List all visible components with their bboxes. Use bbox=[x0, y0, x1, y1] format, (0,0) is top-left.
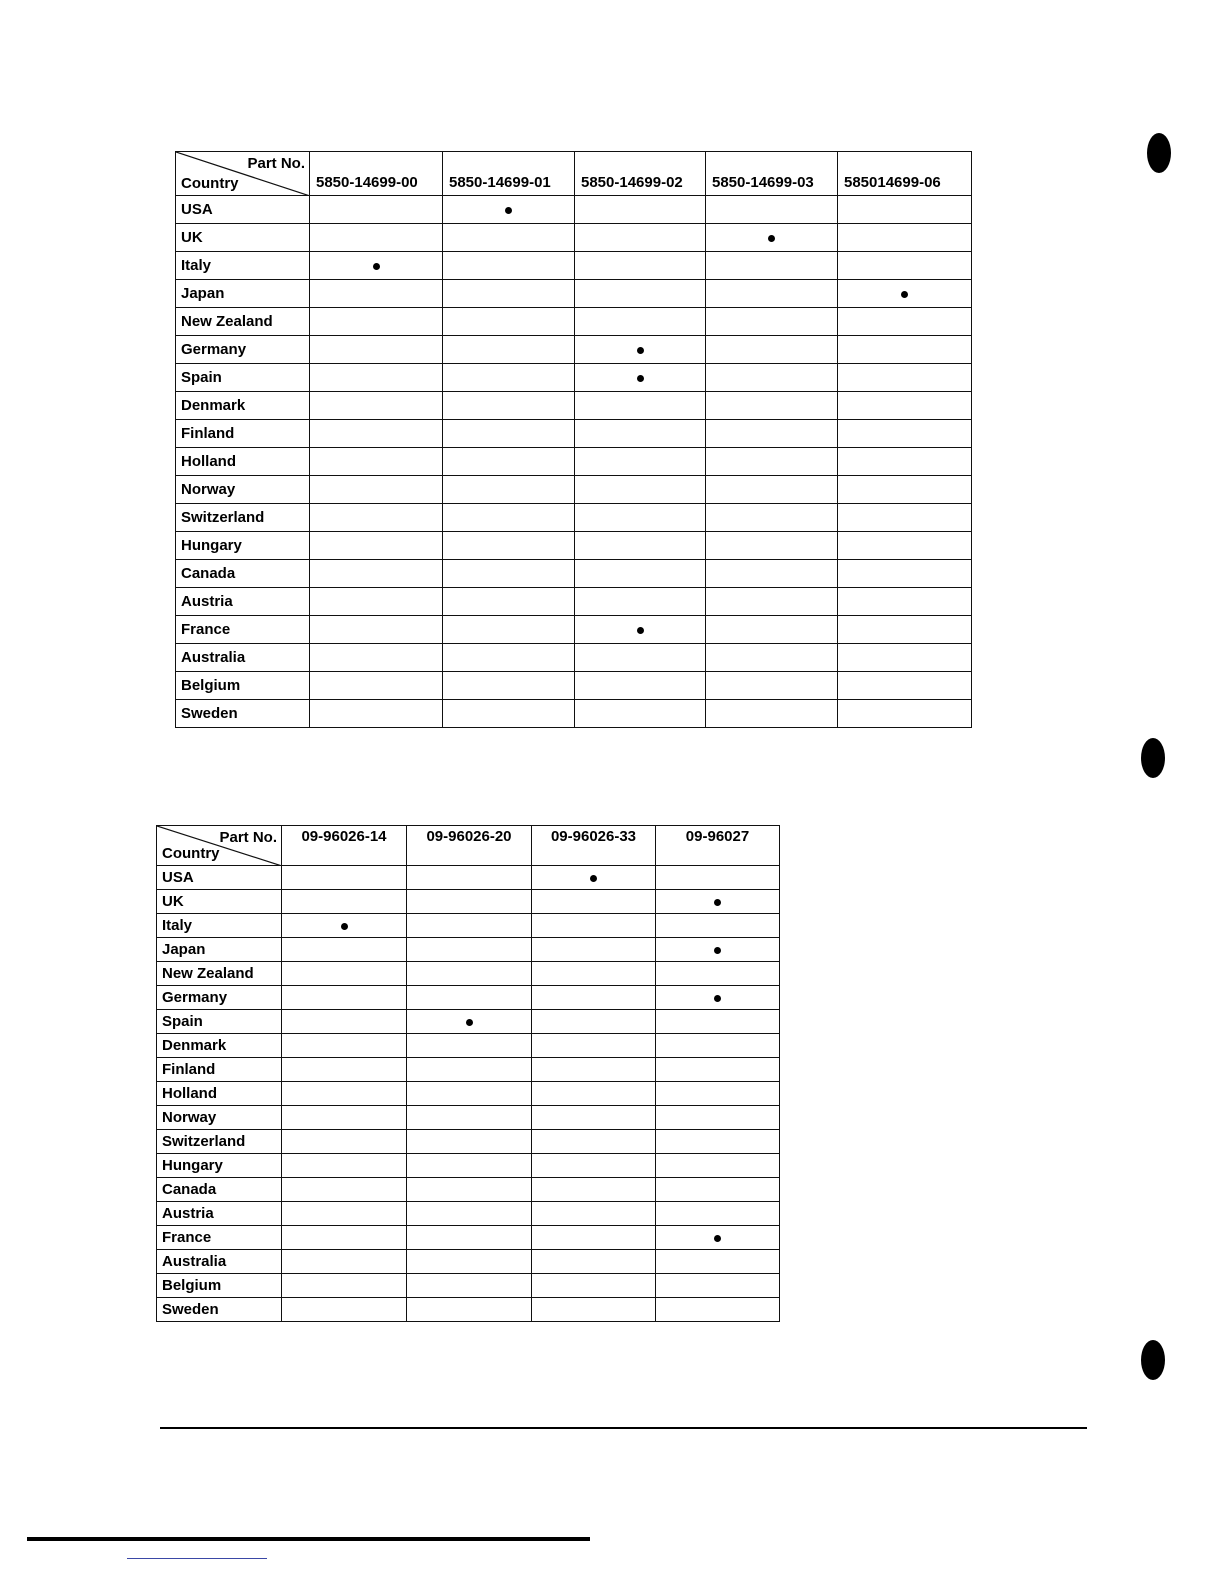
compat-cell bbox=[706, 336, 838, 364]
compat-cell bbox=[282, 1250, 407, 1274]
compat-cell bbox=[407, 1202, 532, 1226]
table-row bbox=[176, 336, 972, 364]
compat-cell bbox=[656, 1178, 780, 1202]
table-row bbox=[157, 986, 780, 1010]
compat-cell bbox=[656, 1226, 780, 1250]
compatibility-dot bbox=[590, 875, 597, 882]
compat-cell bbox=[532, 1058, 656, 1082]
compat-cell bbox=[575, 448, 706, 476]
part-number-header: 09-96026-33 bbox=[532, 826, 656, 866]
table-row bbox=[176, 280, 972, 308]
table-row bbox=[176, 308, 972, 336]
compat-cell bbox=[532, 1010, 656, 1034]
compat-cell bbox=[407, 1274, 532, 1298]
blue-underline bbox=[127, 1558, 267, 1559]
binder-hole-mark bbox=[1147, 133, 1171, 173]
compatibility-dot bbox=[466, 1019, 473, 1026]
compat-cell bbox=[282, 1202, 407, 1226]
compat-cell bbox=[310, 224, 443, 252]
compat-cell bbox=[310, 280, 443, 308]
compat-cell bbox=[656, 1298, 780, 1322]
table-body bbox=[157, 866, 780, 1322]
bottom-rule bbox=[27, 1537, 590, 1541]
country-cell: USA bbox=[176, 196, 310, 224]
compat-cell bbox=[656, 1082, 780, 1106]
table-row bbox=[176, 392, 972, 420]
compat-cell bbox=[443, 252, 575, 280]
compatibility-dot bbox=[714, 995, 721, 1002]
country-cell: Belgium bbox=[176, 672, 310, 700]
country-cell: Spain bbox=[157, 1010, 282, 1034]
compat-cell bbox=[282, 914, 407, 938]
compat-cell bbox=[407, 1178, 532, 1202]
compat-cell bbox=[407, 1298, 532, 1322]
compat-cell bbox=[443, 700, 575, 728]
compat-cell bbox=[407, 1010, 532, 1034]
table-row bbox=[157, 1130, 780, 1154]
compat-cell bbox=[532, 866, 656, 890]
part-number-header: 09-96026-14 bbox=[282, 826, 407, 866]
country-cell: Canada bbox=[176, 560, 310, 588]
country-cell: Austria bbox=[157, 1202, 282, 1226]
corner-header bbox=[176, 152, 310, 196]
compat-cell bbox=[443, 196, 575, 224]
compat-cell bbox=[532, 1178, 656, 1202]
compat-cell bbox=[407, 986, 532, 1010]
compat-cell bbox=[656, 1130, 780, 1154]
table-row bbox=[176, 700, 972, 728]
country-cell: USA bbox=[157, 866, 282, 890]
table-row bbox=[176, 196, 972, 224]
compat-cell bbox=[282, 1154, 407, 1178]
compat-cell bbox=[575, 616, 706, 644]
compat-cell bbox=[706, 588, 838, 616]
compat-cell bbox=[443, 280, 575, 308]
compat-cell bbox=[838, 532, 972, 560]
compat-cell bbox=[706, 532, 838, 560]
compat-cell bbox=[282, 1226, 407, 1250]
horizontal-rule bbox=[160, 1427, 1087, 1429]
compat-cell bbox=[310, 588, 443, 616]
compat-cell bbox=[838, 616, 972, 644]
part-number-table-1 bbox=[175, 151, 972, 728]
compat-cell bbox=[282, 890, 407, 914]
compat-cell bbox=[310, 560, 443, 588]
table-row bbox=[176, 532, 972, 560]
country-cell: Denmark bbox=[176, 392, 310, 420]
compat-cell bbox=[656, 1106, 780, 1130]
compat-cell bbox=[310, 532, 443, 560]
compat-cell bbox=[706, 224, 838, 252]
table-row bbox=[176, 560, 972, 588]
compat-cell bbox=[838, 252, 972, 280]
compat-cell bbox=[656, 962, 780, 986]
compat-cell bbox=[838, 588, 972, 616]
compat-cell bbox=[575, 504, 706, 532]
part-number-header: 5850-14699-02 bbox=[575, 152, 706, 196]
compat-cell bbox=[838, 504, 972, 532]
table-row bbox=[157, 962, 780, 986]
table-row bbox=[157, 1034, 780, 1058]
compat-cell bbox=[706, 616, 838, 644]
compat-cell bbox=[282, 866, 407, 890]
table-row bbox=[157, 1298, 780, 1322]
compat-cell bbox=[656, 914, 780, 938]
compat-cell bbox=[532, 1250, 656, 1274]
compat-cell bbox=[282, 986, 407, 1010]
table-row bbox=[176, 616, 972, 644]
compat-cell bbox=[706, 560, 838, 588]
country-cell: UK bbox=[176, 224, 310, 252]
compat-cell bbox=[575, 252, 706, 280]
compat-cell bbox=[656, 1202, 780, 1226]
table-row bbox=[157, 1250, 780, 1274]
table-row bbox=[176, 224, 972, 252]
compat-cell bbox=[407, 938, 532, 962]
compat-cell bbox=[656, 938, 780, 962]
compat-cell bbox=[532, 1154, 656, 1178]
compat-cell bbox=[656, 1058, 780, 1082]
compat-cell bbox=[407, 1034, 532, 1058]
compat-cell bbox=[838, 700, 972, 728]
compat-cell bbox=[706, 476, 838, 504]
compat-cell bbox=[443, 560, 575, 588]
compat-cell bbox=[532, 962, 656, 986]
compat-cell bbox=[282, 1010, 407, 1034]
compat-cell bbox=[838, 196, 972, 224]
compat-cell bbox=[282, 1106, 407, 1130]
part-no-label: Part No. bbox=[247, 155, 305, 172]
table-header-row bbox=[176, 152, 972, 196]
country-cell: New Zealand bbox=[176, 308, 310, 336]
compat-cell bbox=[838, 448, 972, 476]
table-row bbox=[157, 866, 780, 890]
compat-cell bbox=[310, 364, 443, 392]
compatibility-dot bbox=[714, 899, 721, 906]
country-cell: UK bbox=[157, 890, 282, 914]
compat-cell bbox=[706, 364, 838, 392]
compat-cell bbox=[443, 448, 575, 476]
country-cell: Sweden bbox=[157, 1298, 282, 1322]
table-row bbox=[157, 1154, 780, 1178]
compatibility-dot bbox=[714, 947, 721, 954]
country-cell: Spain bbox=[176, 364, 310, 392]
compat-cell bbox=[706, 420, 838, 448]
country-label: Country bbox=[162, 845, 220, 862]
table-row bbox=[157, 890, 780, 914]
compat-cell bbox=[443, 224, 575, 252]
compat-cell bbox=[575, 392, 706, 420]
country-cell: Germany bbox=[176, 336, 310, 364]
compat-cell bbox=[310, 616, 443, 644]
country-cell: Finland bbox=[176, 420, 310, 448]
compat-cell bbox=[575, 700, 706, 728]
table-body bbox=[176, 196, 972, 728]
compat-cell bbox=[838, 280, 972, 308]
country-cell: New Zealand bbox=[157, 962, 282, 986]
compat-cell bbox=[407, 962, 532, 986]
table-row bbox=[157, 1010, 780, 1034]
compat-cell bbox=[838, 392, 972, 420]
part-number-header: 09-96027 bbox=[656, 826, 780, 866]
corner-header bbox=[157, 826, 282, 866]
compatibility-dot bbox=[373, 263, 380, 270]
compat-cell bbox=[310, 392, 443, 420]
part-no-label: Part No. bbox=[219, 829, 277, 846]
compat-cell bbox=[443, 392, 575, 420]
compat-cell bbox=[706, 392, 838, 420]
compat-cell bbox=[838, 476, 972, 504]
compat-cell bbox=[706, 504, 838, 532]
country-cell: Italy bbox=[176, 252, 310, 280]
compat-cell bbox=[575, 560, 706, 588]
compat-cell bbox=[443, 476, 575, 504]
compat-cell bbox=[443, 532, 575, 560]
compat-cell bbox=[443, 308, 575, 336]
country-cell: Belgium bbox=[157, 1274, 282, 1298]
country-cell: France bbox=[157, 1226, 282, 1250]
compat-cell bbox=[532, 1202, 656, 1226]
country-cell: Norway bbox=[176, 476, 310, 504]
compat-cell bbox=[838, 336, 972, 364]
compat-cell bbox=[838, 420, 972, 448]
compat-cell bbox=[656, 1034, 780, 1058]
compat-cell bbox=[282, 962, 407, 986]
compat-cell bbox=[575, 364, 706, 392]
country-cell: Hungary bbox=[157, 1154, 282, 1178]
compat-cell bbox=[575, 336, 706, 364]
compat-cell bbox=[310, 336, 443, 364]
compatibility-dot bbox=[637, 627, 644, 634]
compat-cell bbox=[575, 672, 706, 700]
compat-cell bbox=[443, 336, 575, 364]
table-row bbox=[176, 504, 972, 532]
binder-hole-mark bbox=[1141, 738, 1165, 778]
table-row bbox=[157, 1274, 780, 1298]
table-row bbox=[176, 364, 972, 392]
table-row bbox=[176, 448, 972, 476]
country-label: Country bbox=[181, 175, 239, 192]
country-cell: Australia bbox=[176, 644, 310, 672]
compat-cell bbox=[575, 196, 706, 224]
compat-cell bbox=[407, 1250, 532, 1274]
table-row bbox=[157, 938, 780, 962]
country-cell: Norway bbox=[157, 1106, 282, 1130]
compat-cell bbox=[656, 1274, 780, 1298]
compat-cell bbox=[838, 560, 972, 588]
compat-cell bbox=[407, 890, 532, 914]
compat-cell bbox=[532, 938, 656, 962]
compat-cell bbox=[706, 672, 838, 700]
compat-cell bbox=[575, 224, 706, 252]
compat-cell bbox=[838, 672, 972, 700]
country-cell: Holland bbox=[157, 1082, 282, 1106]
country-cell: Germany bbox=[157, 986, 282, 1010]
compat-cell bbox=[575, 644, 706, 672]
compat-cell bbox=[310, 448, 443, 476]
compat-cell bbox=[838, 364, 972, 392]
compat-cell bbox=[310, 476, 443, 504]
compat-cell bbox=[310, 644, 443, 672]
compat-cell bbox=[656, 1250, 780, 1274]
part-number-table-2 bbox=[156, 825, 780, 1322]
country-cell: Canada bbox=[157, 1178, 282, 1202]
compat-cell bbox=[407, 1058, 532, 1082]
table-row bbox=[176, 588, 972, 616]
compat-cell bbox=[575, 532, 706, 560]
compat-cell bbox=[310, 672, 443, 700]
compat-cell bbox=[310, 420, 443, 448]
compat-cell bbox=[706, 308, 838, 336]
compat-cell bbox=[407, 866, 532, 890]
country-cell: France bbox=[176, 616, 310, 644]
compat-cell bbox=[575, 420, 706, 448]
compat-cell bbox=[443, 644, 575, 672]
compatibility-dot bbox=[637, 375, 644, 382]
compat-cell bbox=[532, 1082, 656, 1106]
country-cell: Denmark bbox=[157, 1034, 282, 1058]
compat-cell bbox=[310, 252, 443, 280]
compat-cell bbox=[532, 1274, 656, 1298]
compat-cell bbox=[282, 1130, 407, 1154]
compat-cell bbox=[407, 1226, 532, 1250]
country-cell: Finland bbox=[157, 1058, 282, 1082]
compat-cell bbox=[706, 252, 838, 280]
country-cell: Austria bbox=[176, 588, 310, 616]
table-row bbox=[157, 1058, 780, 1082]
compat-cell bbox=[838, 308, 972, 336]
compat-cell bbox=[407, 914, 532, 938]
compat-cell bbox=[532, 890, 656, 914]
compat-cell bbox=[282, 1082, 407, 1106]
compat-cell bbox=[282, 1058, 407, 1082]
table-row bbox=[157, 1226, 780, 1250]
compat-cell bbox=[282, 1298, 407, 1322]
compat-cell bbox=[706, 700, 838, 728]
compat-cell bbox=[838, 644, 972, 672]
compat-cell bbox=[575, 308, 706, 336]
compat-cell bbox=[532, 1298, 656, 1322]
table-row bbox=[157, 1178, 780, 1202]
compat-cell bbox=[407, 1082, 532, 1106]
compat-cell bbox=[282, 1274, 407, 1298]
compat-cell bbox=[532, 1226, 656, 1250]
compat-cell bbox=[706, 448, 838, 476]
compat-cell bbox=[656, 866, 780, 890]
compat-cell bbox=[706, 196, 838, 224]
compatibility-dot bbox=[637, 347, 644, 354]
compat-cell bbox=[532, 1130, 656, 1154]
table-header-row bbox=[157, 826, 780, 866]
compat-cell bbox=[443, 504, 575, 532]
compat-cell bbox=[656, 1154, 780, 1178]
part-number-header: 5850-14699-01 bbox=[443, 152, 575, 196]
compat-cell bbox=[282, 938, 407, 962]
country-cell: Japan bbox=[176, 280, 310, 308]
table-row bbox=[157, 1106, 780, 1130]
part-number-header: 585014699-06 bbox=[838, 152, 972, 196]
compat-cell bbox=[656, 1010, 780, 1034]
compat-cell bbox=[575, 476, 706, 504]
compat-cell bbox=[532, 1106, 656, 1130]
country-cell: Japan bbox=[157, 938, 282, 962]
country-cell: Switzerland bbox=[157, 1130, 282, 1154]
table-row bbox=[176, 420, 972, 448]
part-number-header: 5850-14699-00 bbox=[310, 152, 443, 196]
compat-cell bbox=[838, 224, 972, 252]
compat-cell bbox=[532, 986, 656, 1010]
table-row bbox=[157, 1202, 780, 1226]
compat-cell bbox=[532, 914, 656, 938]
compat-cell bbox=[575, 280, 706, 308]
country-cell: Switzerland bbox=[176, 504, 310, 532]
country-cell: Sweden bbox=[176, 700, 310, 728]
country-cell: Holland bbox=[176, 448, 310, 476]
compatibility-dot bbox=[714, 1235, 721, 1242]
compat-cell bbox=[407, 1154, 532, 1178]
table-row bbox=[176, 476, 972, 504]
compat-cell bbox=[443, 420, 575, 448]
compatibility-dot bbox=[901, 291, 908, 298]
part-number-header: 5850-14699-03 bbox=[706, 152, 838, 196]
compat-cell bbox=[443, 616, 575, 644]
compat-cell bbox=[407, 1130, 532, 1154]
compat-cell bbox=[443, 588, 575, 616]
compat-cell bbox=[532, 1034, 656, 1058]
compat-cell bbox=[310, 308, 443, 336]
compatibility-dot bbox=[505, 207, 512, 214]
compat-cell bbox=[310, 196, 443, 224]
table-row bbox=[157, 914, 780, 938]
binder-hole-mark bbox=[1141, 1340, 1165, 1380]
table-row bbox=[176, 672, 972, 700]
compat-cell bbox=[443, 364, 575, 392]
table-row bbox=[157, 1082, 780, 1106]
compatibility-dot bbox=[768, 235, 775, 242]
compat-cell bbox=[407, 1106, 532, 1130]
country-cell: Hungary bbox=[176, 532, 310, 560]
compat-cell bbox=[282, 1178, 407, 1202]
part-number-header: 09-96026-20 bbox=[407, 826, 532, 866]
compat-cell bbox=[656, 986, 780, 1010]
compat-cell bbox=[310, 700, 443, 728]
country-cell: Australia bbox=[157, 1250, 282, 1274]
compat-cell bbox=[575, 588, 706, 616]
table-row bbox=[176, 644, 972, 672]
compat-cell bbox=[656, 890, 780, 914]
compatibility-dot bbox=[341, 923, 348, 930]
table-row bbox=[176, 252, 972, 280]
compat-cell bbox=[443, 672, 575, 700]
country-cell: Italy bbox=[157, 914, 282, 938]
compat-cell bbox=[282, 1034, 407, 1058]
compat-cell bbox=[706, 280, 838, 308]
compat-cell bbox=[310, 504, 443, 532]
compat-cell bbox=[706, 644, 838, 672]
